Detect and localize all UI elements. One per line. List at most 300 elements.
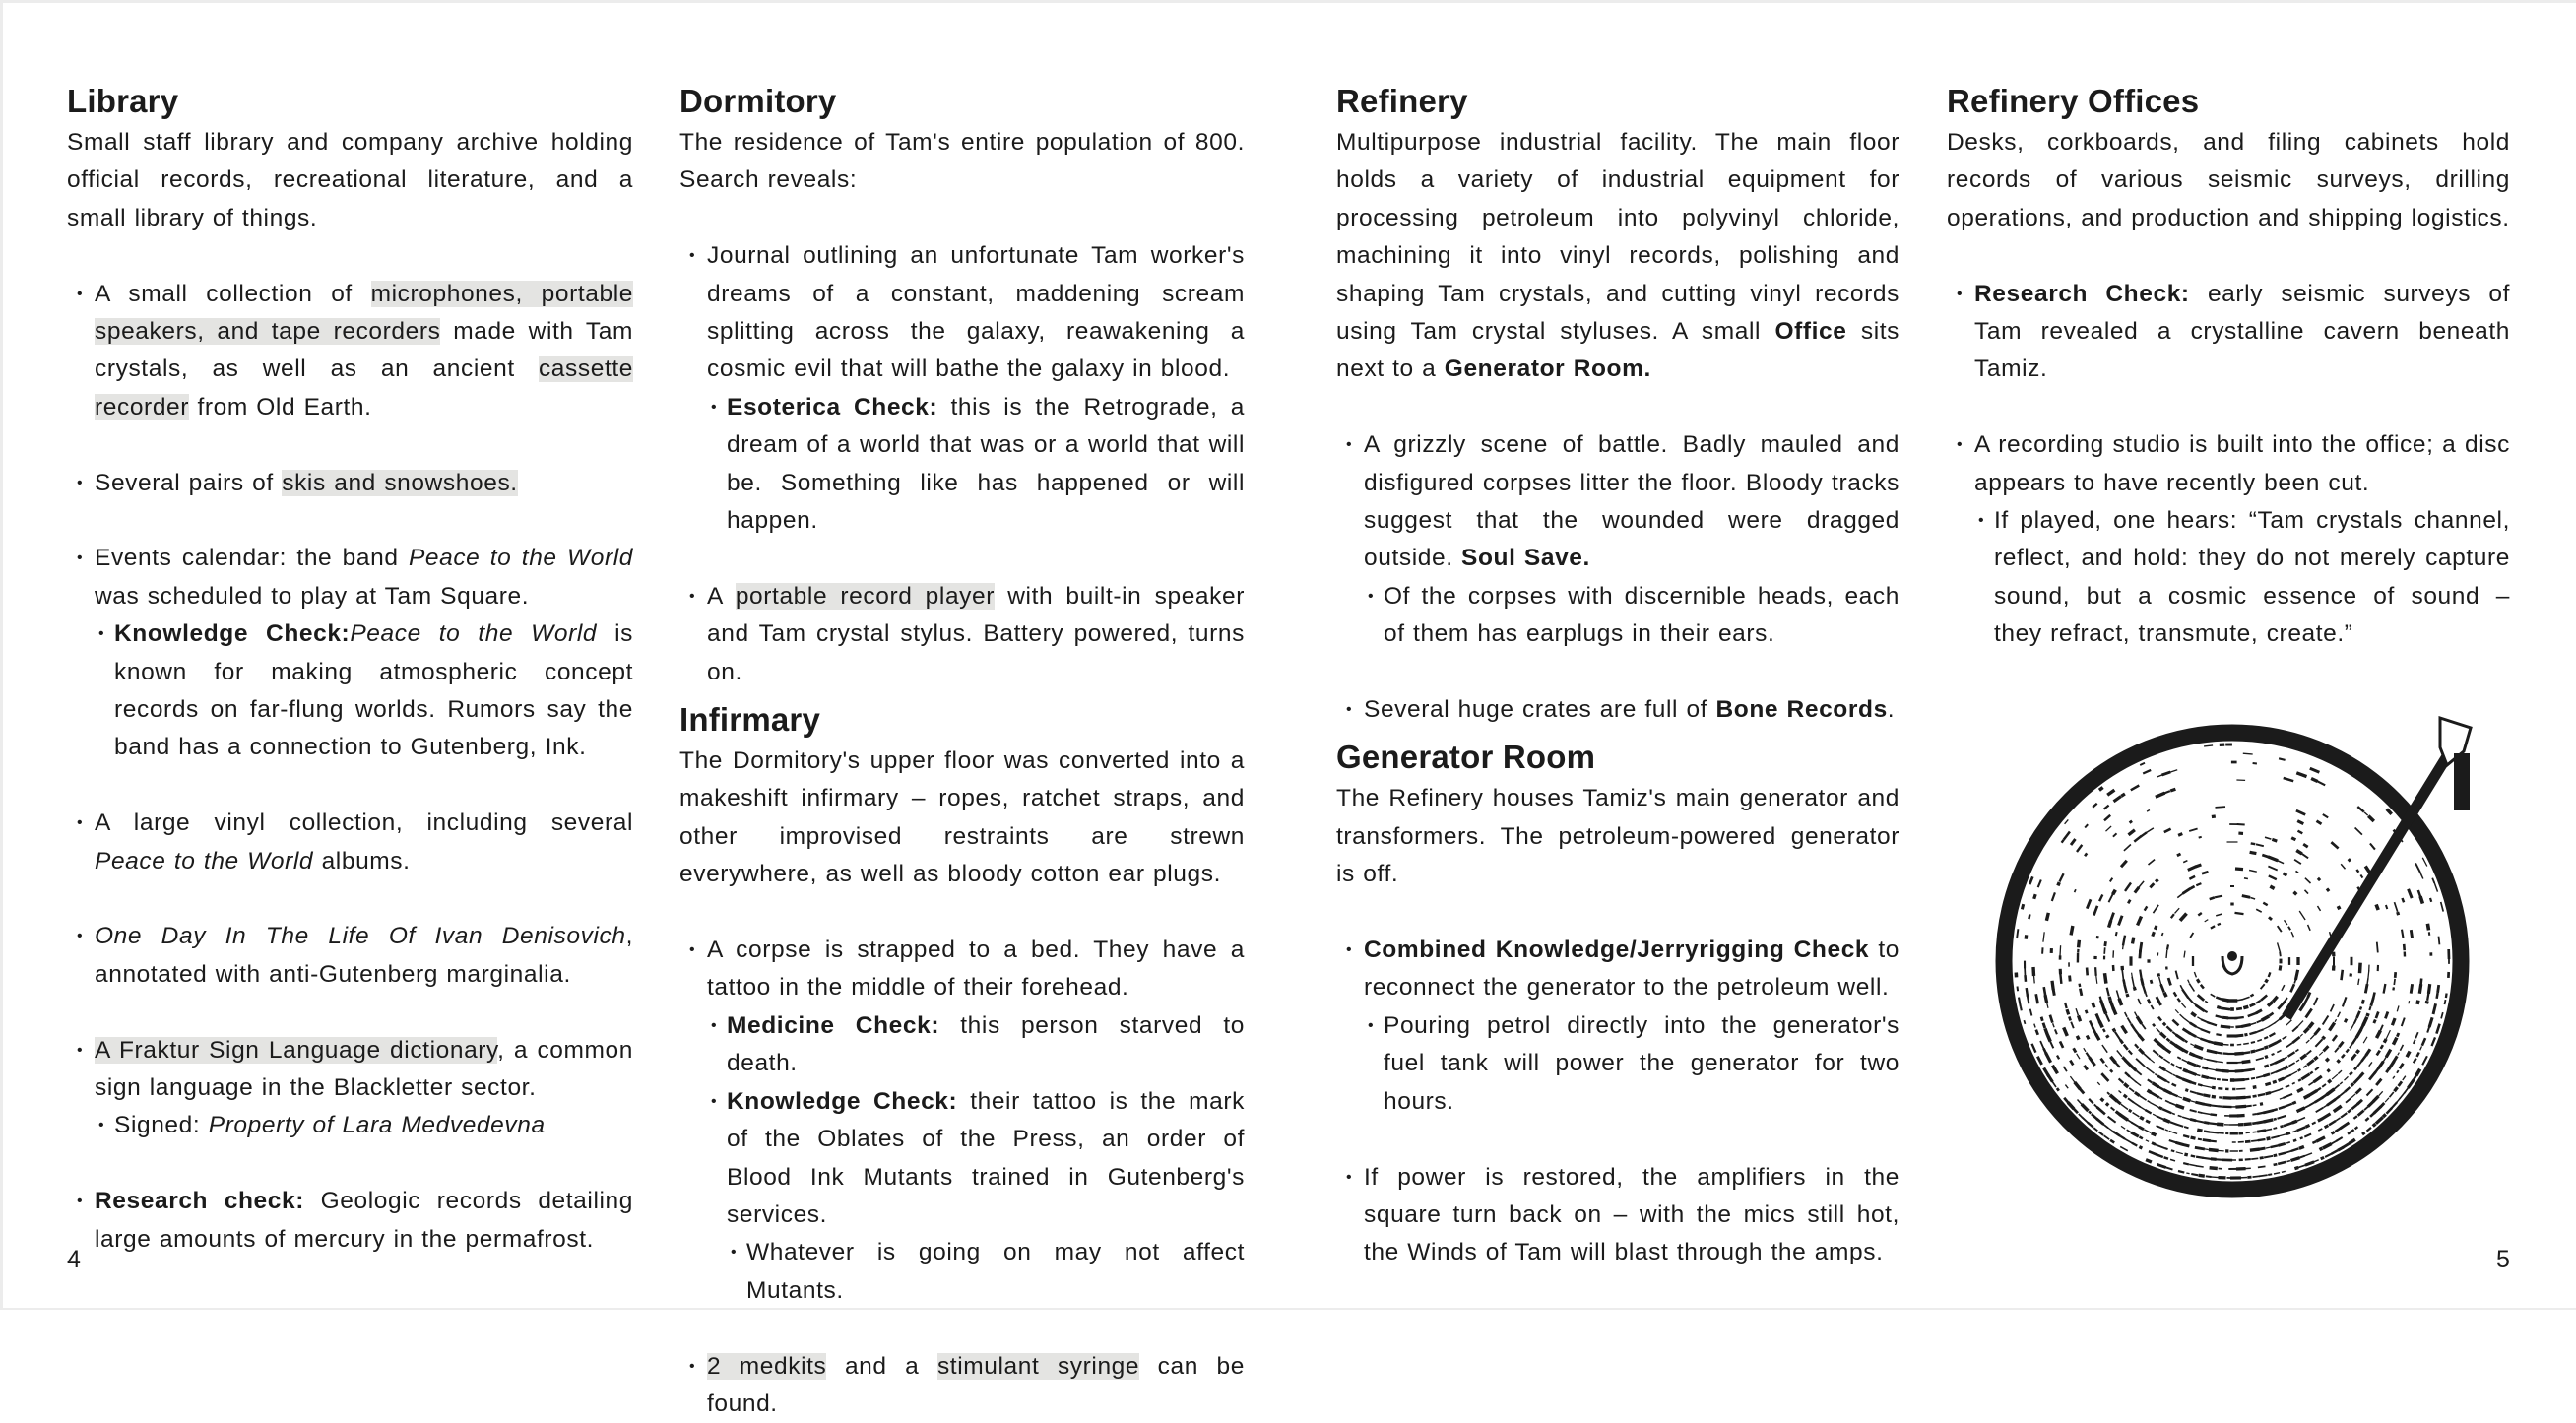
groove-dash: [2308, 925, 2311, 931]
groove-dash: [2343, 1142, 2351, 1148]
groove-dash: [2432, 1037, 2436, 1046]
location-ref-office: Office: [1774, 318, 1846, 345]
section-title: Refinery Offices: [1947, 79, 2510, 124]
groove-dash: [2140, 970, 2142, 981]
groove-dash: [2095, 1034, 2099, 1040]
groove-dash: [2140, 763, 2145, 765]
groove-dash: [2353, 1116, 2357, 1119]
groove-dash: [2163, 1023, 2165, 1026]
groove-dash: [2060, 1041, 2063, 1048]
groove-dash: [2304, 1095, 2310, 1098]
groove-dash: [2060, 873, 2064, 881]
groove-dash: [2253, 1087, 2257, 1088]
groove-dash: [2323, 1105, 2327, 1108]
groove-dash: [2167, 944, 2168, 949]
groove-dash: [2158, 973, 2159, 976]
groove-dash: [2351, 1083, 2354, 1086]
groove-dash: [2099, 895, 2102, 902]
groove-dash: [2407, 1052, 2410, 1058]
groove-dash: [2202, 1085, 2212, 1087]
item-text: Pouring petrol directly into the generator's fuel tank will power the generator for two hours.: [1384, 1012, 1900, 1115]
groove-dash: [2211, 1159, 2217, 1160]
section-refinery-offices: [1947, 79, 2510, 654]
list-item: [67, 1183, 633, 1259]
list-item: [67, 276, 633, 427]
groove-dash: [2251, 843, 2256, 844]
list-item: [679, 932, 1245, 1310]
groove-dash: [2109, 997, 2110, 1001]
groove-dash: [2119, 1091, 2122, 1093]
groove-dash: [2272, 1054, 2275, 1055]
groove-dash: [2176, 1125, 2183, 1127]
groove-dash: [2189, 1164, 2197, 1166]
groove-dash: [2085, 824, 2088, 827]
groove-dash: [2132, 977, 2134, 987]
sub-item: [1364, 578, 1900, 654]
groove-dash: [2251, 1158, 2258, 1159]
bullet-icon: •: [689, 237, 695, 275]
groove-dash: [2318, 906, 2321, 911]
groove-dash: [2260, 1158, 2264, 1159]
groove-dash: [2284, 1075, 2291, 1079]
list-item: [679, 237, 1245, 540]
groove-dash: [2076, 1008, 2078, 1015]
groove-dash: [2307, 1060, 2314, 1065]
groove-dash: [2285, 920, 2287, 925]
bullet-icon: •: [98, 615, 104, 653]
groove-dash: [2139, 1147, 2142, 1149]
groove-dash: [2164, 1157, 2168, 1158]
groove-dash: [2334, 1106, 2342, 1112]
groove-dash: [2380, 1025, 2383, 1032]
bullet-icon: •: [1346, 932, 1352, 969]
groove-dash: [2153, 932, 2155, 936]
groove-dash: [2250, 995, 2253, 997]
groove-dash: [2198, 1112, 2202, 1113]
groove-dash: [2104, 815, 2110, 821]
groove-dash: [2351, 1054, 2356, 1060]
groove-dash: [2304, 1134, 2311, 1137]
groove-dash: [2177, 854, 2181, 856]
groove-dash: [2189, 876, 2195, 879]
groove-dash: [2108, 1117, 2116, 1123]
item-text: Several huge crates are full of: [1364, 696, 1716, 723]
groove-dash: [2105, 973, 2106, 983]
sub-list: [1364, 578, 1900, 654]
sub-list: [95, 615, 633, 767]
groove-dash: [2044, 1068, 2049, 1077]
groove-dash: [2125, 883, 2131, 891]
groove-dash: [2398, 912, 2399, 915]
section-title: Generator Room: [1336, 735, 1900, 780]
groove-dash: [2159, 1067, 2165, 1070]
groove-dash: [2155, 1144, 2164, 1148]
item-text: early seismic surveys of Tam revealed a crystalline cavern beneath Tamiz.: [1974, 281, 2510, 383]
groove-dash: [2274, 1164, 2278, 1165]
groove-dash: [2374, 1107, 2381, 1114]
groove-dash: [2216, 1159, 2225, 1160]
groove-dash: [2338, 1070, 2342, 1074]
groove-dash: [2189, 1053, 2194, 1055]
groove-dash: [2263, 903, 2267, 906]
groove-dash: [2422, 858, 2427, 867]
groove-dash: [2332, 1132, 2335, 1133]
groove-dash: [2204, 745, 2213, 746]
groove-dash: [2181, 1003, 2186, 1008]
groove-dash: [2050, 1042, 2053, 1049]
groove-dash: [2250, 852, 2257, 853]
groove-dash: [2205, 920, 2209, 922]
groove-dash: [2245, 1141, 2251, 1142]
groove-dash: [2416, 1069, 2420, 1076]
groove-dash: [2363, 1037, 2367, 1043]
groove-dash: [2439, 937, 2440, 945]
groove-dash: [2164, 993, 2166, 997]
groove-dash: [2102, 1045, 2107, 1053]
groove-dash: [2145, 906, 2148, 910]
groove-dash: [2068, 1102, 2074, 1109]
groove-dash: [2047, 1003, 2048, 1008]
highlighted-item: skis and snowshoes.: [282, 470, 517, 496]
groove-dash: [2279, 1107, 2285, 1109]
groove-dash: [2221, 1008, 2230, 1009]
groove-dash: [2077, 1054, 2080, 1059]
groove-dash: [2286, 1142, 2290, 1143]
item-text: was scheduled to play at Tam Square.: [95, 583, 529, 610]
groove-dash: [2376, 905, 2378, 911]
groove-dash: [2368, 1101, 2374, 1107]
groove-dash: [2176, 1152, 2183, 1154]
bone-records-label: Bone Records: [1716, 696, 1888, 723]
groove-dash: [2395, 972, 2396, 978]
groove-dash: [2250, 1003, 2256, 1006]
highlighted-item: cassette recorder: [95, 356, 633, 420]
groove-dash: [2272, 839, 2277, 841]
groove-dash: [2185, 1041, 2188, 1043]
groove-dash: [2196, 883, 2201, 885]
groove-dash: [2268, 867, 2277, 871]
item-text: Several pairs of: [95, 470, 282, 496]
groove-dash: [2104, 947, 2105, 954]
groove-dash: [2351, 1094, 2355, 1098]
groove-dash: [2210, 1123, 2219, 1124]
groove-dash: [2305, 878, 2311, 883]
groove-dash: [2057, 1056, 2059, 1060]
groove-dash: [2178, 834, 2182, 836]
groove-dash: [2414, 1040, 2415, 1044]
groove-dash: [2155, 1074, 2157, 1076]
groove-dash: [2043, 932, 2044, 941]
list-item: [67, 1032, 633, 1145]
bullet-icon: •: [689, 1348, 695, 1386]
groove-dash: [2288, 1063, 2294, 1067]
groove-dash: [2278, 942, 2281, 952]
groove-dash: [2067, 1009, 2069, 1014]
groove-dash: [2319, 1052, 2323, 1056]
groove-dash: [2147, 810, 2150, 812]
groove-dash: [2317, 821, 2322, 824]
groove-dash: [2094, 1104, 2098, 1107]
groove-dash: [2250, 898, 2255, 900]
groove-dash: [2237, 824, 2245, 825]
groove-dash: [2346, 1098, 2351, 1103]
item-list: [679, 237, 1245, 691]
groove-dash: [2295, 970, 2297, 980]
section-generator-room: [1336, 735, 1900, 1271]
list-item: [1336, 691, 1900, 729]
groove-dash: [2119, 1078, 2124, 1083]
groove-dash: [2356, 870, 2358, 873]
groove-dash: [2330, 1023, 2335, 1031]
groove-dash: [2355, 1127, 2358, 1129]
groove-dash: [2297, 1089, 2303, 1092]
groove-dash: [2397, 1070, 2399, 1073]
groove-dash: [2125, 1060, 2133, 1067]
groove-dash: [2422, 1056, 2427, 1065]
intro-text: sits next to a: [1336, 318, 1900, 382]
groove-dash: [2140, 1096, 2147, 1101]
item-list: [679, 932, 1245, 1423]
groove-dash: [2360, 1072, 2364, 1076]
groove-dash: [2157, 1126, 2164, 1130]
groove-dash: [2357, 1060, 2363, 1067]
groove-dash: [2196, 1157, 2204, 1158]
groove-dash: [2205, 1001, 2208, 1003]
groove-dash: [2196, 1074, 2200, 1075]
groove-dash: [2256, 844, 2264, 846]
groove-dash: [2201, 1019, 2210, 1023]
groove-dash: [2087, 899, 2091, 908]
groove-dash: [2222, 1071, 2228, 1072]
groove-dash: [2278, 1116, 2286, 1119]
groove-dash: [2332, 1074, 2338, 1079]
groove-dash: [2162, 1109, 2171, 1113]
groove-dash: [2251, 1069, 2255, 1070]
item-text: made with Tam crystals, as well as an ancient: [95, 318, 633, 382]
groove-dash: [2107, 1092, 2109, 1094]
groove-dash: [2286, 1161, 2290, 1162]
groove-dash: [2436, 1024, 2439, 1034]
groove-dash: [2305, 890, 2309, 894]
groove-dash: [2304, 1153, 2312, 1156]
groove-dash: [2210, 1168, 2218, 1169]
groove-dash: [2235, 1026, 2242, 1027]
sub-item: [707, 1007, 1245, 1083]
groove-dash: [2291, 932, 2293, 937]
groove-dash: [2327, 888, 2329, 891]
groove-dash: [2280, 1098, 2284, 1099]
groove-dash: [2048, 1035, 2051, 1041]
sub-list: [95, 1107, 633, 1144]
groove-dash: [2122, 970, 2123, 980]
groove-dash: [2189, 983, 2194, 991]
groove-dash: [2159, 1108, 2162, 1110]
groove-dash: [2203, 1059, 2207, 1060]
groove-dash: [2177, 1057, 2181, 1059]
groove-dash: [2052, 981, 2053, 990]
groove-dash: [2202, 1076, 2209, 1078]
groove-dash: [2271, 1136, 2279, 1138]
groove-dash: [2135, 1029, 2140, 1035]
groove-dash: [2251, 1042, 2255, 1043]
groove-dash: [2043, 1023, 2045, 1028]
groove-dash: [2077, 1036, 2079, 1040]
groove-dash: [2178, 1171, 2184, 1173]
groove-dash: [2113, 890, 2116, 895]
item-text: , annotated with anti-Gutenberg marginalia.: [95, 923, 633, 987]
groove-dash: [2365, 984, 2367, 993]
groove-dash: [2148, 1090, 2152, 1092]
section-intro: Small staff library and company archive holding official records, recreational literature, and a small library of things.: [67, 124, 633, 237]
groove-dash: [2280, 1088, 2283, 1089]
groove-dash: [2417, 1053, 2419, 1057]
bullet-icon: •: [689, 932, 695, 969]
groove-dash: [2176, 971, 2178, 980]
section-refinery: [1336, 79, 1900, 729]
groove-dash: [2316, 781, 2325, 786]
groove-dash: [2368, 970, 2369, 980]
groove-dash: [2303, 844, 2308, 847]
groove-dash: [2135, 1012, 2138, 1017]
groove-dash: [2331, 842, 2338, 848]
groove-dash: [2385, 1012, 2388, 1019]
groove-dash: [2190, 1091, 2197, 1093]
groove-dash: [2323, 1144, 2332, 1149]
groove-dash: [2178, 999, 2181, 1002]
groove-dash: [2384, 1039, 2386, 1043]
bullet-icon: •: [1957, 426, 1963, 464]
groove-dash: [2060, 973, 2061, 984]
groove-dash: [2403, 898, 2405, 902]
groove-dash: [2335, 1019, 2337, 1022]
groove-dash: [2257, 1131, 2266, 1132]
groove-dash: [2339, 1042, 2343, 1048]
groove-dash: [2270, 1090, 2280, 1093]
groove-dash: [2393, 1076, 2395, 1079]
groove-dash: [2369, 1062, 2372, 1066]
soul-save-label: Soul Save.: [1461, 545, 1590, 571]
groove-dash: [2084, 1048, 2086, 1052]
groove-dash: [2100, 997, 2101, 1002]
groove-dash: [2284, 1104, 2292, 1107]
groove-dash: [2292, 1083, 2295, 1084]
groove-dash: [2390, 1092, 2394, 1097]
groove-dash: [2322, 1114, 2331, 1120]
groove-dash: [2320, 1148, 2323, 1150]
groove-dash: [2419, 984, 2420, 994]
groove-dash: [2148, 1000, 2150, 1004]
groove-dash: [2244, 1124, 2252, 1125]
groove-dash: [2046, 913, 2048, 921]
groove-dash: [2165, 1130, 2168, 1131]
groove-dash: [2257, 1040, 2262, 1042]
groove-dash: [2266, 1147, 2272, 1148]
groove-dash: [2214, 1043, 2223, 1045]
groove-dash: [2037, 1057, 2041, 1065]
groove-dash: [2348, 1130, 2354, 1134]
groove-dash: [2183, 1069, 2187, 1071]
groove-dash: [2198, 995, 2205, 1001]
groove-dash: [2376, 1079, 2381, 1085]
groove-dash: [2235, 913, 2244, 914]
groove-dash: [2341, 864, 2345, 869]
groove-dash: [2105, 1065, 2108, 1068]
groove-dash: [2350, 1072, 2352, 1075]
groove-dash: [2441, 1012, 2443, 1018]
groove-dash: [2191, 1156, 2196, 1157]
column-refinery: [1336, 79, 1900, 1272]
groove-dash: [2064, 1098, 2069, 1104]
groove-dash: [2163, 1059, 2169, 1063]
groove-dash: [2343, 997, 2347, 1006]
groove-dash: [2348, 1110, 2351, 1113]
groove-dash: [2204, 1123, 2209, 1124]
groove-dash: [2360, 1006, 2361, 1009]
groove-dash: [2292, 1026, 2298, 1031]
groove-dash: [2367, 1013, 2368, 1016]
groove-dash: [2124, 1095, 2127, 1098]
groove-dash: [2194, 972, 2196, 977]
groove-dash: [2318, 878, 2320, 880]
groove-dash: [2071, 1022, 2074, 1029]
item-text: this person starved to death.: [727, 1012, 1245, 1076]
groove-dash: [2153, 1050, 2158, 1055]
item-text: to reconnect the generator to the petroleum well.: [1364, 937, 1900, 1001]
groove-dash: [2271, 1145, 2280, 1147]
groove-dash: [2170, 789, 2175, 791]
groove-dash: [2256, 1076, 2264, 1078]
groove-dash: [2133, 1113, 2140, 1117]
groove-dash: [2110, 1140, 2114, 1143]
item-text: and a: [826, 1353, 937, 1380]
groove-dash: [2273, 997, 2278, 1002]
groove-dash: [2183, 1098, 2190, 1101]
item-text: Signed:: [114, 1112, 209, 1138]
groove-dash: [2297, 1118, 2306, 1122]
list-item: [1947, 276, 2510, 389]
page-number-right: 5: [2496, 1245, 2510, 1274]
groove-dash: [2364, 812, 2368, 815]
groove-dash: [2292, 1131, 2297, 1132]
groove-dash: [2191, 886, 2195, 888]
list-item: [67, 465, 633, 502]
groove-dash: [2310, 1034, 2315, 1039]
groove-dash: [2071, 926, 2073, 935]
groove-dash: [2036, 1030, 2038, 1035]
groove-dash: [2140, 942, 2142, 952]
groove-dash: [2183, 1050, 2188, 1052]
groove-dash: [2065, 1003, 2067, 1008]
groove-dash: [2264, 1156, 2273, 1158]
sub-item: [95, 1107, 633, 1144]
section-intro: [1336, 124, 1900, 389]
groove-dash: [2262, 1016, 2270, 1020]
groove-dash: [2120, 1146, 2128, 1150]
groove-dash: [2216, 914, 2222, 916]
groove-dash: [2291, 838, 2295, 840]
groove-dash: [2299, 911, 2305, 920]
groove-dash: [2221, 1026, 2230, 1027]
groove-dash: [2215, 896, 2222, 898]
check-label: Combined Knowledge/Jerryrigging Check: [1364, 937, 1869, 963]
groove-dash: [2104, 806, 2109, 809]
groove-dash: [2350, 1042, 2353, 1048]
groove-dash: [2038, 880, 2041, 888]
groove-dash: [2123, 936, 2125, 946]
groove-dash: [2198, 913, 2202, 916]
groove-dash: [2162, 933, 2163, 936]
groove-dash: [2154, 905, 2159, 913]
